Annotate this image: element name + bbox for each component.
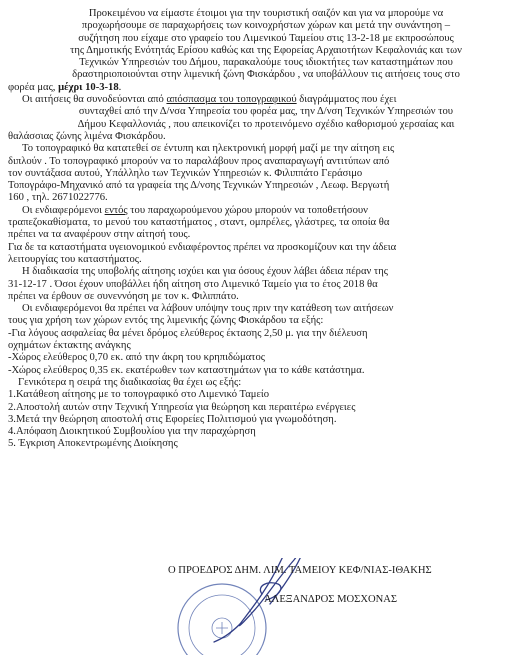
text-span: φορέα μας,	[8, 81, 59, 93]
paragraph-topographic	[8, 94, 524, 143]
text-line: Τοπογράφο-Μηχανικό από τα γραφεία της Δ/νσης Τεχνικών Υπηρεσιών , Λεωφ. Βεργωτή	[8, 180, 390, 192]
text-line: θαλάσσιας ζώνης λιμένα Φισκάρδου.	[8, 130, 166, 142]
text-line	[8, 94, 524, 106]
announcement-body	[8, 8, 524, 451]
official-seal-icon	[178, 584, 266, 655]
text-line: Το τοπογραφικό θα κατατεθεί σε έντυπη και ηλεκτρονική μορφή μαζί με την αίτηση εις	[22, 143, 395, 155]
text-line: της Δημοτικής Ενότητάς Ερίσου καθώς και της Εφορείας Αρχαιοτήτων Κεφαλονιάς και των	[70, 44, 462, 56]
paragraph-submission	[8, 143, 524, 204]
text-line	[8, 205, 524, 217]
text-line: συζήτηση που είχαμε στο γραφείο του Λιμενικού Ταμείου στις 13-2-18 με εκπροσώπους	[78, 32, 454, 44]
list-item: 5. Έγκριση Αποκεντρωμένης Διοίκησης	[8, 438, 178, 450]
text-line: συνταχθεί από την Δ/νσα Υπηρεσία του φορέα μας, την Δ/νση Τεχνικών Υπηρεσιών του	[78, 106, 454, 118]
text-line: τον συντάξασα αυτού, Υπάλληλο των Τεχνικών Υπηρεσιών κ. Φιλιππάτο Γεράσιμο	[8, 167, 363, 179]
paragraph-intro	[8, 8, 524, 94]
text-line: Γενικότερα η σειρά της διαδικασίας θα έχει ως εξής:	[18, 376, 242, 388]
signature-block	[0, 558, 530, 655]
text-line: οχημάτων έκτακτης ανάγκης	[8, 340, 131, 352]
text-line: -Χώρος ελεύθερος 0,35 εκ. εκατέρωθεν των καταστημάτων για το κάθε κατάστημα.	[8, 364, 365, 376]
text-span: .	[118, 81, 122, 93]
signatory-name: ΑΛΕΞΑΝΔΡΟΣ ΜΟΣΧΟΝΑΣ	[264, 594, 398, 605]
text-line: τραπεζοκαθίσματα, το μενού του καταστήματος , σταντ, ομπρέλες, γλάστρες, τα οποία θα	[8, 217, 390, 229]
text-span: διαγράμματος που έχει	[296, 94, 397, 106]
text-line: τους για χρήση των χώρων εντός της λιμενικής ζώνης Φισκάρδου τα εξής:	[8, 315, 324, 327]
deadline-date: μέχρι 10-3-18	[58, 81, 119, 93]
text-line: Τεχνικών Υπηρεσιών του Δήμου, παρακαλούμε τους ιδιοκτήτες των καταστημάτων που	[79, 57, 453, 69]
underlined-text: απόσπασμα του τοπογραφικού	[166, 94, 297, 106]
underlined-text: εντός	[104, 204, 128, 216]
text-span: Οι αιτήσεις θα συνοδεύονται από	[22, 94, 167, 106]
text-line: -Για λόγους ασφαλείας θα μένει δρόμος ελεύθερος έκτασης 2,50 μ. για την διέλευση	[8, 327, 368, 339]
list-item: 1.Κατάθεση αίτησης με το τοπογραφικό στο Λιμενικό Ταμείο	[8, 389, 270, 401]
text-line: Οι ενδιαφερόμενοι θα πρέπει να λάβουν υπόψην τους πριν την κατάθεση των αιτήσεων	[22, 303, 394, 315]
text-line: 31-12-17 . Όσοι έχουν υποβάλλει ήδη αίτηση στο Λιμενικό Ταμείο για το έτος 2018 θα	[8, 278, 378, 290]
signatory-title: Ο ΠΡΟΕΔΡΟΣ ΔΗΜ. ΛΙΜ. ΤΑΜΕΙΟΥ ΚΕΦ/ΝΙΑΣ-ΙΘΑΚΗΣ	[168, 565, 432, 576]
text-line: 160 , τηλ. 2671022776.	[8, 192, 108, 204]
text-line: πρέπει να τα αναφέρουν στην αίτησή τους.	[8, 229, 191, 241]
list-item: 4.Απόφαση Διοικητικού Συμβουλίου για την παραχώρηση	[8, 426, 256, 438]
paragraph-requirements	[8, 303, 524, 377]
list-item: 2.Αποστολή αυτών στην Τεχνική Υπηρεσία για θεώρηση και περαιτέρω ενέργειες	[8, 401, 356, 413]
text-line: -Χώρος ελεύθερος 0,70 εκ. από την άκρη του κρηπιδώματος	[8, 352, 265, 364]
paragraph-validity	[8, 266, 524, 303]
text-span: του παραχωρούμενου χώρου μπορούν να τοποθετήσουν	[127, 204, 368, 216]
text-line: λειτουργίας του καταστήματος.	[8, 253, 142, 265]
text-line: Προκειμένου να είμαστε έτοιμοι για την τουριστική σαιζόν και για να μπορούμε να	[88, 8, 444, 19]
paragraph-allowed-items	[8, 205, 524, 266]
text-line: Η διαδικασία της υποβολής αίτησης ισχύει και για όσους έχουν λάβει άδεια πέραν της	[22, 266, 388, 278]
text-line: δραστηριοποιούνται στην λιμενική ζώνη Φισκάρδου , να υποβάλλουν τις αιτήσεις τους στο	[72, 69, 460, 81]
list-item: 3.Μετά την θεώρηση αποστολή στις Εφορείες Πολιτισμού για γνωμοδότηση.	[8, 413, 337, 425]
text-line: πρέπει να έρθουν σε συνεννόηση με τον κ. Φιλιππάτο.	[8, 290, 239, 302]
text-line: διπλούν . Το τοπογραφικό μπορούν να το παραλάβουν προς αναπαραγωγή αντιτύπων από	[8, 155, 390, 167]
text-span: Οι ενδιαφερόμενοι	[22, 204, 105, 216]
text-line: Δήμου Κεφαλλονιάς , που απεικονίζει το προτεινόμενο σχέδιο καθορισμού χερσαίας και	[77, 118, 455, 130]
text-line	[8, 82, 524, 94]
paragraph-procedure	[8, 377, 524, 451]
text-line: Για δε τα καταστήματα υγειονομικού ενδιαφέροντος πρέπει να προσκομίζουν και την άδεια	[8, 241, 397, 253]
text-line: προχωρήσουμε σε παραχωρήσεις των κοινοχρήστων χώρων και μετά την συνάντηση –	[81, 20, 451, 32]
